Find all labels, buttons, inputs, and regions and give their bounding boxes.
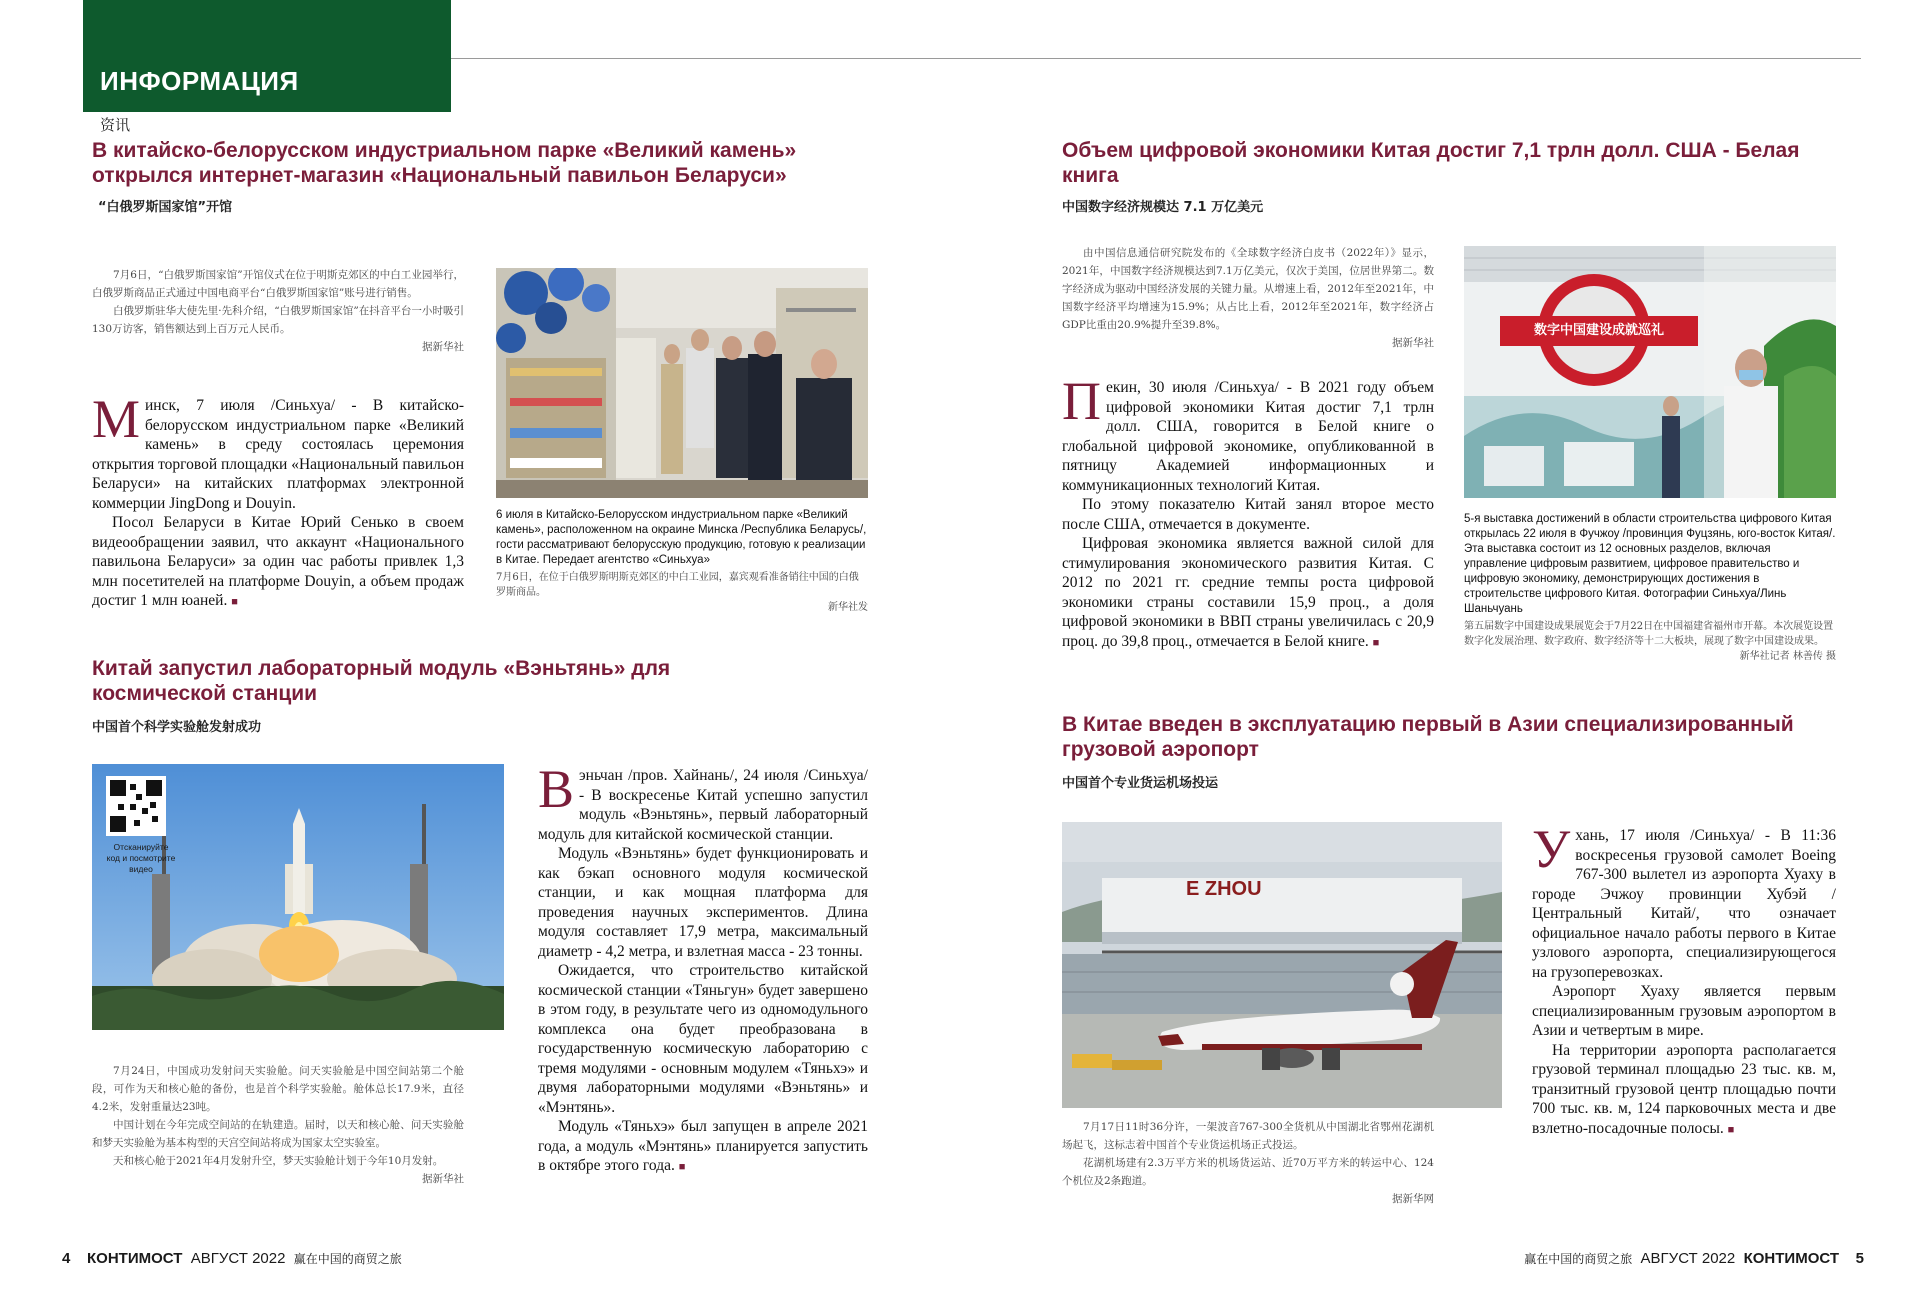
article-1-paragraph: Посол Беларуси в Китае Юрий Сенько в своем видеообращении заявил, что аккаунт «Национального павильона Беларуси» за один час работы привлек 1,3 млн посетителей на платформе Douyin, а объем продаж достиг 1 млн юаней. [92, 514, 464, 609]
article-2-cn-source: 据新华社 [422, 1173, 464, 1185]
article-1-photo [496, 268, 868, 498]
magazine-brand: КОНТИМОСТ [87, 1250, 183, 1267]
article-4-paragraph: хань, 17 июля /Синьхуа/ - В 11:36 воскресенья грузовой самолет Boeing 767-300 вылетел из аэропорта Хуаху в городе Эчжоу провинции Хубэй /Центральный Китай/, что означает официальное начало работы первого в Китае узлового аэропорта, специализирующегося на грузоперевозках. [1532, 827, 1836, 981]
article-4-paragraph: На территории аэропорта располагается грузовой терминал площадью 23 тыс. кв. м, транзитный грузовой центр площадью почти 700 тыс. кв. м, 124 парковочных места и две взлетно-посадочные полосы. [1532, 1041, 1836, 1137]
article-4-cn-paragraph: 花湖机场建有2.3万平方米的机场货运站、近70万平方米的转运中心、124个机位及2条跑道。 [1062, 1157, 1434, 1187]
article-2-subtitle: 中国首个科学实验舱发射成功 [92, 720, 262, 735]
article-2-cn-paragraph: 天和核心舱于2021年4月发射升空，梦天实验舱计划于今年10月发射。 [113, 1155, 444, 1167]
article-3-dropcap: П [1062, 371, 1101, 431]
article-3-caption: 5-я выставка достижений в области строительства цифрового Китая открылась 22 июля в Фучжоу /провинция Фуцзянь, юго-восток Китая/. Эта выставка состоит из 12 основных разделов, включая управление цифровым развитием, цифровое правительство и цифровую экономику, демонстрирующих достижения в строительстве цифрового Китая. Фотографии Синьхуа/Линь Шаньчуань [1464, 513, 1836, 615]
article-4-dropcap: У [1532, 819, 1571, 879]
article-1-caption-cn-text: 7月6日，在位于白俄罗斯明斯克郊区的中白工业园，嘉宾观看准备销往中国的白俄罗斯商品。 [496, 572, 859, 598]
article-1-cn-text [92, 266, 464, 356]
article-4-body [1532, 819, 1836, 1140]
article-4-photo [1062, 822, 1502, 1108]
article-3-photo [1464, 246, 1836, 498]
article-3-subtitle: 中国数字经济规模达 7.1 万亿美元 [1062, 200, 1264, 215]
magazine-slogan-cn: 赢在中国的商贸之旅 [1524, 1252, 1633, 1266]
article-4-paragraph: Аэропорт Хуаху является первым специализированным грузовым аэропортом в Азии и четвертым в мире. [1532, 983, 1836, 1039]
article-2-paragraph: эньчан /пров. Хайнань/, 24 июля /Синьхуа/ - В воскресенье Китай успешно запустил модуль «Вэньтянь», первый лабораторный модуль для китайской космической станции. [538, 767, 868, 843]
article-2-paragraph: Ожидается, что строительство китайской космической станции «Тяньгун» будет завершено в этом году, в результате чего из одномодульного комплекса она будет преобразована в государственную космическую лабораторию с тремя модулями - основным модулем «Тяньхэ» и двумя лабораторными модулями «Вэньтянь» и «Мэнтянь». [538, 962, 868, 1116]
magazine-brand: КОНТИМОСТ [1743, 1250, 1839, 1267]
terminal-sign: E ZHOU [1186, 878, 1262, 900]
article-1-paragraph: инск, 7 июля /Синьхуа/ - В китайско-белорусском индустриальном парке «Великий камень» в среду состоялась церемония открытия торговой площадки «Национальный павильон Беларуси» на китайских платформах электронной коммерции JingDong и Douyin. [92, 397, 464, 512]
rocket-launch-photo [92, 764, 504, 1030]
magazine-slogan-cn: 赢在中国的商贸之旅 [293, 1252, 402, 1266]
qr-caption: Отсканируйте код и посмотрите видео [106, 842, 176, 874]
article-1-subtitle: “白俄罗斯国家馆”开馆 [98, 200, 233, 215]
article-3-caption-cn-source: 新华社记者 林善传 摄 [1739, 651, 1836, 662]
article-2-photo [92, 764, 504, 1030]
article-3-paragraph: Цифровая экономика является важной силой для стимулирования экономического развития Китая. С 2012 по 2021 гг. средние темпы роста цифровой экономики страны составили 15,9 проц., а доля цифровой экономики в ВВП страны увеличилась с 20,9 проц. до 39,8 проц., отмечается в Белой книге. [1062, 535, 1434, 650]
digital-china-expo-photo [1464, 246, 1836, 498]
article-2-body [538, 759, 868, 1178]
article-1-cn-paragraph: 7月6日，“白俄罗斯国家馆”开馆仪式在位于明斯克郊区的中白工业园举行，白俄罗斯商品正式通过中国电商平台“白俄罗斯国家馆”账号进行销售。 [92, 269, 464, 299]
article-2-cn-text [92, 1062, 464, 1188]
cargo-airport-photo [1062, 822, 1502, 1108]
article-end-mark: ■ [1372, 636, 1380, 649]
article-3-caption-block [1464, 512, 1836, 664]
article-3-cn-text [1062, 244, 1434, 352]
article-end-mark: ■ [678, 1161, 686, 1173]
section-title: ИНФОРМАЦИЯ [100, 66, 299, 96]
issue-date: АВГУСТ 2022 [1640, 1250, 1736, 1267]
article-end-mark: ■ [231, 596, 238, 608]
section-title-cn: 资讯 [100, 116, 131, 134]
article-3-caption-cn [1464, 619, 1836, 664]
article-2-title: Китай запустил лабораторный модуль «Вэньтянь» для космической станции [92, 657, 671, 705]
article-4-cn-paragraph: 7月17日11时36分许，一架波音767-300全货机从中国湖北省鄂州花湖机场起飞，这标志着中国首个专业货运机场正式投运。 [1062, 1121, 1434, 1151]
article-3-title: Объем цифровой экономики Китая достиг 7,1 трлн долл. США - Белая книга [1062, 139, 1800, 187]
article-4-title: В Китае введен в эксплуатацию первый в Азии специализированный грузовой аэропорт [1062, 713, 1794, 761]
page-number-left: 4 [62, 1250, 71, 1267]
article-4-cn-source: 据新华网 [1392, 1193, 1434, 1205]
article-2-paragraph: Модуль «Тяньхэ» был запущен в апреле 2021 года, а модуль «Мэнтянь» планируется запустить в октябре этого года. [538, 1118, 868, 1174]
footer-left [62, 1250, 402, 1267]
article-2-cn-paragraph: 中国计划在今年完成空间站的在轨建造。届时，以天和核心舱、问天实验舱和梦天实验舱为基本构型的天宫空间站将成为国家太空实验室。 [92, 1119, 464, 1149]
header-rule [451, 58, 1861, 59]
issue-date: АВГУСТ 2022 [190, 1250, 286, 1267]
article-1-dropcap: М [92, 389, 141, 449]
article-1-caption-block [496, 508, 868, 615]
article-4-subtitle: 中国首个专业货运机场投运 [1062, 776, 1219, 791]
article-1-caption-cn [496, 570, 868, 615]
page-number-right: 5 [1855, 1250, 1864, 1267]
article-1-header [92, 138, 872, 215]
article-2-header [92, 656, 792, 735]
article-1-cn-source: 据新华社 [422, 341, 464, 353]
article-3-caption-cn-text: 第五届数字中国建设成果展览会于7月22日在中国福建省福州市开幕。本次展览设置数字化发展治理、数字政府、数字经济等十二大板块，展现了数字中国建设成果。 [1464, 621, 1834, 647]
article-1-title: В китайско-белорусском индустриальном парке «Великий камень» открылся интернет-магазин «Национальный павильон Беларуси» [92, 139, 797, 187]
article-4-cn-text [1062, 1118, 1434, 1208]
article-2-paragraph: Модуль «Вэньтянь» будет функционировать и как бэкап основного модуля космической станции, и как мощная платформа для проведения научных экспериментов. Длина модуля составляет 17,9 метра, максимальный диаметр - 4,2 метра, и взлетная масса - 23 тонны. [538, 845, 868, 960]
article-4-header [1062, 712, 1822, 791]
footer-right [1524, 1250, 1864, 1267]
article-1-body [92, 389, 464, 613]
article-1-cn-paragraph: 白俄罗斯驻华大使先里·先科介绍，“白俄罗斯国家馆”在抖音平台一小时吸引130万访客，销售额达到上百万元人民币。 [92, 305, 464, 335]
article-3-paragraph: По этому показателю Китай занял второе место после США, отмечается в документе. [1062, 496, 1434, 533]
article-3-body [1062, 371, 1434, 653]
article-3-cn-paragraph: 由中国信息通信研究院发布的《全球数字经济白皮书（2022年）》显示，2021年，中国数字经济规模达到7.1万亿美元，仅次于美国，位居世界第二。数字经济成为驱动中国经济发展的关键力量。从增速上看，2012年至2021年，中国数字经济平均增速为15.9%；从占比上看，2012年至2021年，数字经济占GDP比重由20.9%提升至39.8%。 [1062, 247, 1434, 331]
article-3-paragraph: екин, 30 июля /Синьхуа/ - В 2021 году объем цифровой экономики Китая достиг 7,1 трлн долл. США, говорится в Белой книге о глобальной цифровой экономике, опубликованной в пятницу Академией информационных и коммуникационных технологий Китая. [1062, 379, 1434, 494]
article-2-dropcap: В [538, 759, 575, 819]
article-1-caption: 6 июля в Китайско-Белорусском индустриальном парке «Великий камень», расположенном на окраине Минска /Республика Беларусь/, гости рассматривают белорусскую продукцию, готовую к реализации в Китае. Передает агентство «Синьхуа» [496, 509, 867, 566]
article-end-mark: ■ [1727, 1123, 1735, 1136]
article-3-cn-source: 据新华社 [1392, 337, 1434, 349]
article-3-header [1062, 138, 1822, 215]
expo-banner-text: 数字中国建设成就巡礼 [1533, 323, 1664, 338]
article-2-cn-paragraph: 7月24日，中国成功发射问天实验舱。问天实验舱是中国空间站第二个舱段，可作为天和核心舱的备份，也是首个科学实验舱。舱体总长17.9米，直径4.2米，发射重量达23吨。 [92, 1065, 464, 1113]
article-1-caption-cn-source: 新华社发 [828, 602, 868, 613]
belarus-pavilion-photo [496, 268, 868, 498]
